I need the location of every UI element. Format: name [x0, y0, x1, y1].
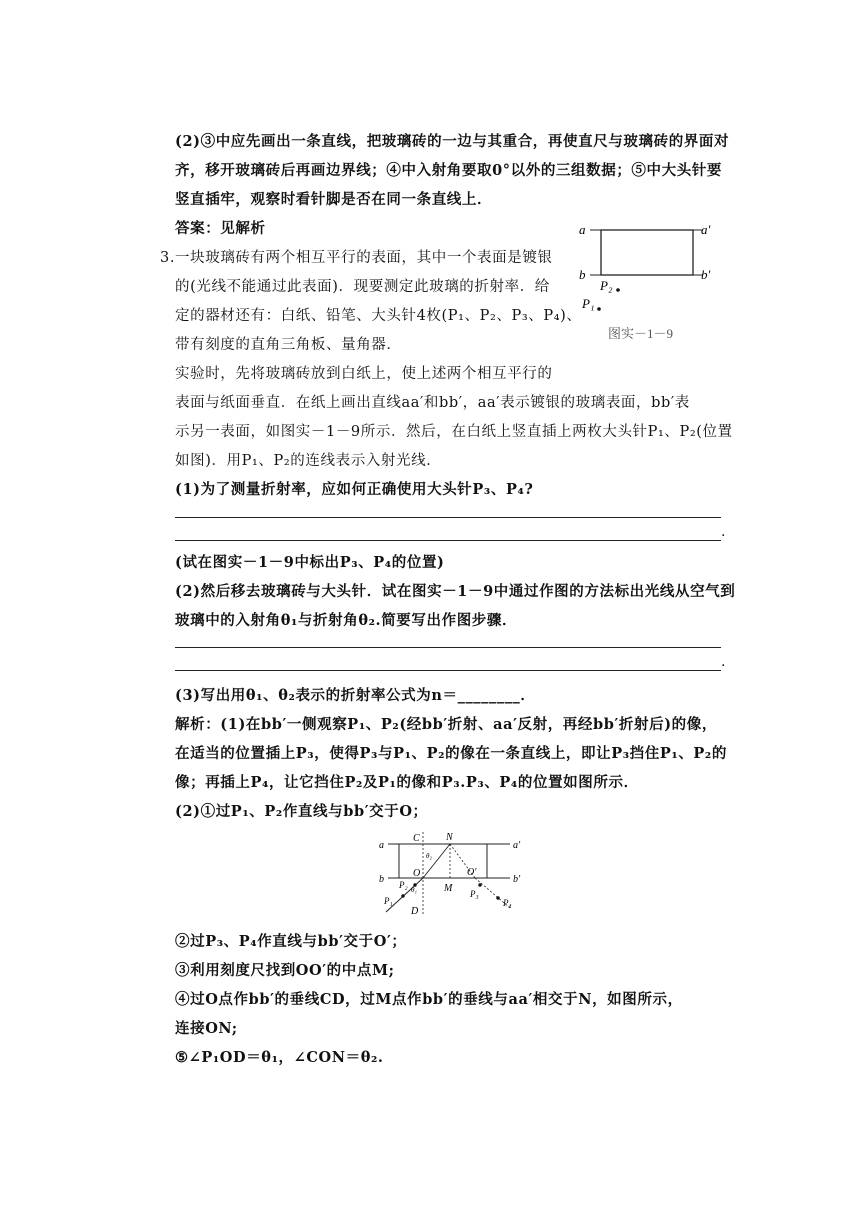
answer-line: 答案：见解析 [175, 220, 266, 237]
review-line-3: 竖直插牢，观察时看针脚是否在同一条直线上． [175, 191, 493, 208]
q3-sub1: (1)为了测量折射率，应如何正确使用大头针P₃、P₄? [175, 481, 534, 498]
solution-line-2: 在适当的位置插上P₃，使得P₃与P₁、P₂的像在一条直线上，即让P₃挡住P₁、P₂的 [175, 745, 727, 762]
label-p2: P₂ [399, 880, 408, 890]
q3-line-7: 示另一表面，如图实－1－9所示．然后，在白纸上竖直插上两枚大头针P₁、P₂(位置 [175, 424, 733, 440]
label-p3: P₃ [470, 889, 479, 899]
figure-glass-brick [570, 218, 730, 348]
label-p2: P₂ [600, 278, 613, 293]
q3-line-2: 的(光线不能通过此表面)．现要测定此玻璃的折射率．给 [175, 279, 550, 295]
answer-blank-line [175, 647, 721, 648]
label-p4: P₄ [503, 898, 512, 908]
review-line-1: (2)③中应先画出一条直线，把玻璃砖的一边与其重合，再使直尺与玻璃砖的界面对 [175, 133, 730, 150]
label-a: a [579, 222, 586, 237]
q3-line-4: 带有刻度的直角三角板、量角器． [175, 337, 402, 353]
label-b-prime: b′ [701, 267, 711, 282]
solution-step-5: ⑤∠P₁OD＝θ₁，∠CON＝θ₂. [175, 1049, 384, 1066]
figure-caption: 图实－1－9 [608, 326, 674, 341]
solution-step-3: ③利用刻度尺找到OO′的中点M; [175, 962, 395, 979]
label-a-prime: a′ [701, 222, 711, 237]
pin-p2 [616, 288, 620, 292]
q3-sub3: (3)写出用θ₁、θ₂表示的折射率公式为n＝________． [175, 687, 536, 704]
review-line-2: 齐，移开玻璃砖后再画边界线；④中入射角要取0°以外的三组数据；⑤中大头针要 [175, 162, 723, 179]
label-d: D [411, 906, 419, 917]
q3-sub2-line-1: (2)然后移去玻璃砖与大头针．试在图实－1－9中通过作图的方法标出光线从空气到 [175, 583, 736, 600]
label-c: C [413, 833, 420, 844]
figure-solution-construction [370, 828, 530, 920]
pin-p3 [478, 883, 481, 886]
q3-sub2-line-2: 玻璃中的入射角θ₁与折射角θ₂.简要写出作图步骤． [175, 612, 518, 629]
label-p1: P₁ [582, 296, 595, 311]
q3-line-3: 定的器材还有：白纸、铅笔、大头针4枚(P₁、P₂、P₃、P₄)、 [175, 308, 582, 324]
label-o: O [413, 868, 421, 879]
q3-line-6: 表面与纸面垂直．在纸上画出直线aa′和bb′，aa′表示镀银的玻璃表面，bb′表 [175, 395, 690, 411]
blank-period: . [721, 654, 726, 670]
pin-p4 [496, 896, 499, 899]
label-o-prime: O′ [467, 867, 477, 878]
label-theta1: θ₁ [411, 886, 417, 894]
label-b: b [579, 267, 586, 282]
answer-blank-line [175, 670, 721, 671]
answer-blank-line [175, 517, 721, 518]
pin-p1 [597, 307, 601, 311]
glass-brick-outline [601, 230, 693, 275]
q3-line-1: 3.一块玻璃砖有两个相互平行的表面，其中一个表面是镀银 [160, 250, 553, 266]
solution-line-3: 像；再插上P₄，让它挡住P₂及P₁的像和P₃.P₃、P₄的位置如图所示． [175, 774, 639, 791]
label-a: a [379, 840, 384, 851]
solution-step-4-line-1: ④过O点作bb′的垂线CD，过M点作bb′的垂线与aa′相交于N，如图所示， [175, 991, 683, 1008]
blank-period: . [721, 524, 726, 540]
solution-step-1: (2)①过P₁、P₂作直线与bb′交于O； [175, 803, 428, 820]
pin-p1 [401, 894, 404, 897]
solution-line-1: 解析：(1)在bb′一侧观察P₁、P₂(经bb′折射、aa′反射，再经bb′折射后)的像， [175, 716, 717, 733]
label-m: M [444, 883, 453, 894]
solution-step-4-line-2: 连接ON; [175, 1020, 238, 1037]
label-theta2: θ₂ [426, 852, 432, 860]
label-b-prime: b′ [513, 874, 521, 885]
answer-blank-line [175, 540, 721, 541]
label-a-prime: a′ [513, 840, 521, 851]
refracted-ray-on [423, 844, 450, 878]
label-n: N [446, 832, 453, 843]
label-b: b [379, 874, 384, 885]
q3-line-8: 如图)．用P₁、P₂的连线表示入射光线． [175, 453, 442, 469]
label-p1: P₁ [384, 896, 393, 906]
q3-line-5: 实验时，先将玻璃砖放到白纸上，使上述两个相互平行的 [175, 366, 553, 382]
solution-step-2: ②过P₃、P₄作直线与bb′交于O′； [175, 933, 407, 950]
q3-sub1-note: (试在图实－1－9中标出P₃、P₄的位置) [175, 554, 445, 571]
